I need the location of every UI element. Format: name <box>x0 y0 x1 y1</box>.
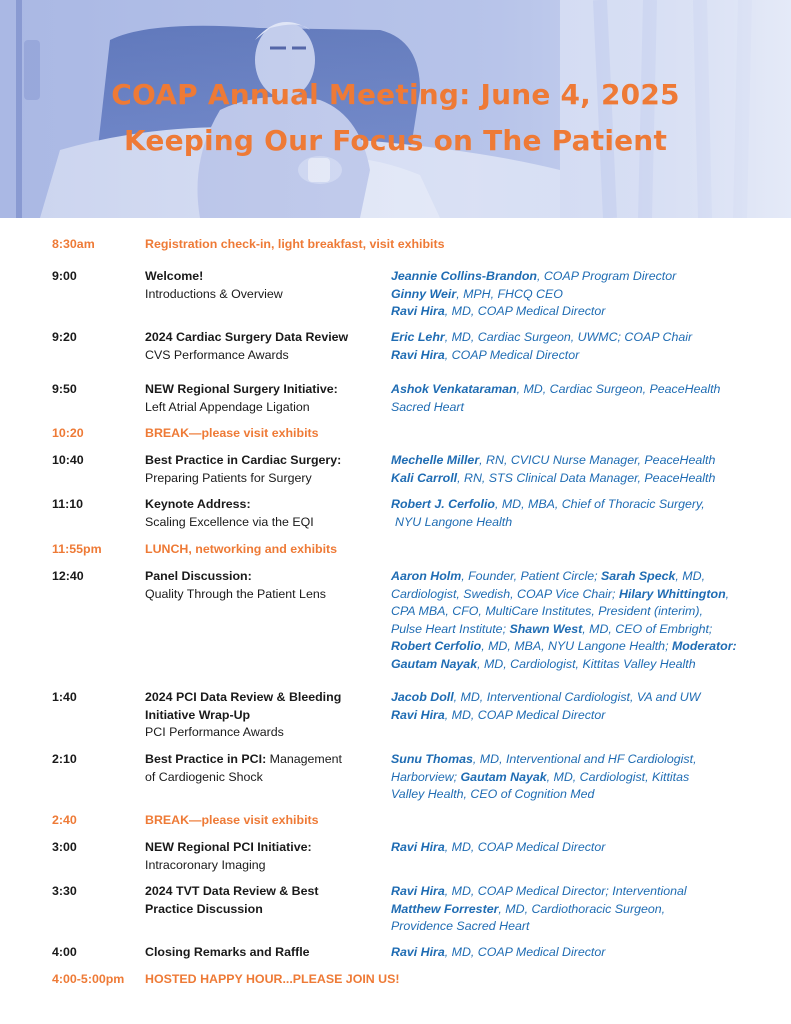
agenda-time: 2:10 <box>52 752 77 766</box>
speaker-role: , RN, CVICU Nurse Manager, PeaceHealth <box>479 453 716 467</box>
agenda-time: 4:00-5:00pm <box>52 972 125 986</box>
agenda-speakers <box>391 839 761 857</box>
speaker-name: Sunu Thomas <box>391 752 473 766</box>
speaker-role: , MPH, FHCQ CEO <box>456 286 563 301</box>
topic-detail: Scaling Excellence via the EQI <box>145 514 314 529</box>
moderator-label: Moderator: <box>671 639 737 654</box>
agenda-topic <box>145 496 380 531</box>
agenda-time: 9:50 <box>52 382 77 396</box>
agenda-topic <box>145 883 380 918</box>
speaker-name: Ravi Hira <box>391 884 445 898</box>
speaker-role: , MD, <box>675 569 706 583</box>
topic-title: Practice Discussion <box>145 901 263 916</box>
speaker-role: , MD, Interventional Cardiologist, VA and UW <box>453 690 701 704</box>
speaker-role: , MD, Interventional and HF Cardiologist, <box>472 752 697 766</box>
speaker-name: Ginny Weir <box>391 286 457 301</box>
speaker-role: , MD, COAP Medical Director <box>444 707 606 722</box>
agenda-topic <box>145 568 380 603</box>
agenda-speakers <box>391 689 761 724</box>
agenda-topic: Registration check-in, light breakfast, visit exhibits <box>145 237 445 251</box>
topic-detail: of Cardiogenic Shock <box>145 769 263 784</box>
topic-title: Panel Discussion: <box>145 569 252 583</box>
agenda-time: 3:30 <box>52 884 77 898</box>
speaker-name: Robert Cerfolio <box>391 639 482 654</box>
speaker-name: Eric Lehr <box>391 330 445 344</box>
speaker-role: , MD, Cardiologist, Kittitas Valley Health <box>477 656 696 671</box>
topic-detail: Introductions & Overview <box>145 286 283 301</box>
topic-detail: Preparing Patients for Surgery <box>145 470 312 485</box>
agenda-topic <box>145 839 380 874</box>
agenda-speakers <box>391 452 761 487</box>
speaker-role: , RN, STS Clinical Data Manager, PeaceHealth <box>457 470 716 485</box>
agenda-time: 9:00 <box>52 269 77 283</box>
page-subtitle: Keeping Our Focus on The Patient <box>123 124 668 157</box>
speaker-role: NYU Langone Health <box>395 514 513 529</box>
agenda-topic: LUNCH, networking and exhibits <box>145 542 338 556</box>
agenda-speakers <box>391 944 761 962</box>
speaker-name: Ravi Hira <box>391 707 445 722</box>
agenda-topic: BREAK—please visit exhibits <box>145 426 319 440</box>
agenda-time: 2:40 <box>52 813 77 827</box>
header-banner <box>0 0 791 218</box>
agenda-time: 9:20 <box>52 330 77 344</box>
agenda-topic <box>145 268 380 303</box>
speaker-role: , Founder, Patient Circle; <box>461 569 602 583</box>
speaker-name: Ravi Hira <box>391 347 445 362</box>
speaker-role: Harborview; <box>391 769 461 784</box>
topic-title: 2024 Cardiac Surgery Data Review <box>145 330 349 344</box>
speaker-name: Mechelle Miller <box>391 453 480 467</box>
speaker-role: , MD, COAP Medical Director <box>444 840 606 854</box>
agenda-topic: Closing Remarks and Raffle <box>145 945 310 959</box>
agenda-speakers <box>391 381 761 416</box>
speaker-role: Providence Sacred Heart <box>391 919 530 934</box>
speaker-name: Hilary Whittington <box>618 586 726 601</box>
speaker-role: , MD, MBA, NYU Langone Health; <box>481 639 672 654</box>
page-title: COAP Annual Meeting: June 4, 2025 <box>111 78 680 111</box>
topic-title: NEW Regional Surgery Initiative: <box>145 382 338 396</box>
agenda-time: 3:00 <box>52 840 77 854</box>
agenda-time: 12:40 <box>52 569 84 583</box>
speaker-name: Gautam Nayak <box>391 656 478 671</box>
agenda-time: 10:40 <box>52 453 84 467</box>
topic-detail: Management <box>266 752 342 766</box>
topic-title: 2024 PCI Data Review & Bleeding <box>145 690 342 704</box>
topic-detail: PCI Performance Awards <box>145 725 284 740</box>
topic-title: Welcome! <box>145 269 204 283</box>
speaker-name: Jacob Doll <box>391 690 454 704</box>
speaker-name: Ravi Hira <box>391 945 445 959</box>
agenda-time: 1:40 <box>52 690 77 704</box>
agenda-speakers <box>391 883 761 936</box>
agenda-topic <box>145 689 380 742</box>
topic-title: 2024 TVT Data Review & Best <box>145 884 319 898</box>
topic-title: Best Practice in PCI: <box>145 752 267 766</box>
topic-detail: Left Atrial Appendage Ligation <box>145 399 310 414</box>
speaker-role: , COAP Program Director <box>536 269 677 283</box>
agenda-time: 8:30am <box>52 237 95 251</box>
speaker-role: , COAP Medical Director <box>444 347 580 362</box>
agenda-speakers <box>391 329 761 364</box>
speaker-role: Sacred Heart <box>391 399 465 414</box>
speaker-role: , MD, MBA, Chief of Thoracic Surgery, <box>494 497 705 511</box>
speaker-role: , MD, COAP Medical Director <box>444 945 606 959</box>
speaker-role: , MD, Cardiologist, Kittitas <box>546 769 690 784</box>
topic-detail: CVS Performance Awards <box>145 347 289 362</box>
speaker-role: , MD, Cardiothoracic Surgeon, <box>498 901 666 916</box>
topic-title: NEW Regional PCI Initiative: <box>145 840 312 854</box>
agenda-topic: BREAK—please visit exhibits <box>145 813 319 827</box>
agenda-topic <box>145 381 380 416</box>
speaker-role: CPA MBA, CFO, MultiCare Institutes, President (interim), <box>391 604 703 619</box>
topic-title: Initiative Wrap-Up <box>145 707 251 722</box>
speaker-name: Aaron Holm <box>391 569 462 583</box>
speaker-role: Valley Health, CEO of Cognition Med <box>391 787 595 802</box>
speaker-role: , MD, COAP Medical Director <box>444 304 606 319</box>
speaker-name: Gautam Nayak <box>460 769 547 784</box>
speaker-name: Ravi Hira <box>391 840 445 854</box>
speaker-role: , MD, Cardiac Surgeon, PeaceHealth <box>516 382 721 396</box>
speaker-name: Robert J. Cerfolio <box>391 497 495 511</box>
speaker-role: , MD, CEO of Embright; <box>582 621 713 636</box>
agenda-time: 10:20 <box>52 426 84 440</box>
topic-detail: Quality Through the Patient Lens <box>145 586 326 601</box>
topic-detail: Intracoronary Imaging <box>145 857 266 872</box>
speaker-role: Pulse Heart Institute; <box>391 621 510 636</box>
agenda-time: 11:10 <box>52 497 84 511</box>
speaker-role: Cardiologist, Swedish, COAP Vice Chair; <box>391 586 619 601</box>
topic-title: Best Practice in Cardiac Surgery: <box>145 453 342 467</box>
speaker-name: Ravi Hira <box>391 304 445 319</box>
speaker-name: Sarah Speck <box>601 569 676 583</box>
agenda-topic: HOSTED HAPPY HOUR...PLEASE JOIN US! <box>145 972 400 986</box>
agenda-speakers: Aaron Holm, Founder, Patient Circle; Sarah Speck, MD, Cardiologist, Swedish, COAP Vice Chair; Hilary Whittington, CPA MBA, CFO, MultiCare Institutes, President (interim), Pulse Heart Institute; Shawn West, MD, CEO of Embright; Robert Cerfolio, MD, MBA, NYU Langone Health; Moderator: Gautam Nayak, MD, Cardiologist, Kittitas Valley Health <box>391 568 761 674</box>
speaker-name: Ashok Venkataraman <box>391 382 517 396</box>
agenda-topic <box>145 751 380 786</box>
speaker-name: Matthew Forrester <box>391 901 499 916</box>
agenda-topic <box>145 452 380 487</box>
agenda-speakers <box>391 268 761 321</box>
agenda-speakers <box>391 496 761 531</box>
agenda-time: 4:00 <box>52 945 77 959</box>
speaker-role: , MD, COAP Medical Director; Interventional <box>444 884 687 898</box>
speaker-name: Shawn West <box>509 621 583 636</box>
topic-title: Keynote Address: <box>145 497 251 511</box>
agenda-time: 11:55pm <box>52 542 102 556</box>
agenda-topic <box>145 329 380 364</box>
speaker-role: , MD, Cardiac Surgeon, UWMC; COAP Chair <box>444 330 693 344</box>
speaker-name: Kali Carroll <box>391 470 458 485</box>
speaker-name: Jeannie Collins-Brandon <box>391 269 537 283</box>
agenda-speakers <box>391 751 761 804</box>
